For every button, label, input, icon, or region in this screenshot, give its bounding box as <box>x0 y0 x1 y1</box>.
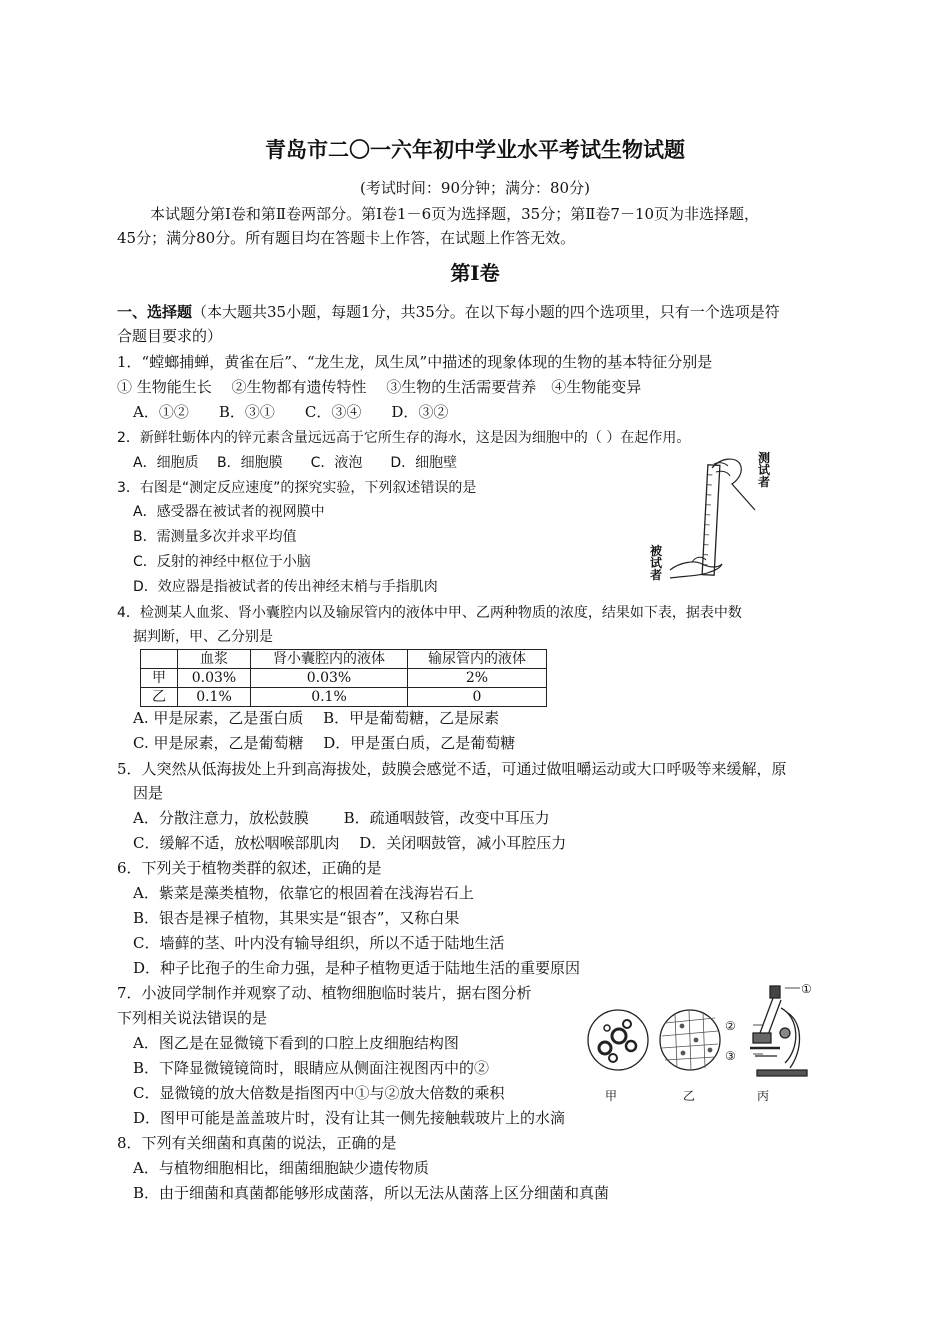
question-7-option-b: B．下降显微镜镜筒时，眼睛应从侧面注视图丙中的② <box>133 1059 490 1077</box>
intro-text: 45分；满分80分。所有题目均在答题卡上作答，在试题上作答无效。 <box>117 229 576 247</box>
question-2-stem: 2．新鲜牡蛎体内的锌元素含量远远高于它所生存的海水，这是因为细胞中的（ ）在起作用。 <box>117 430 691 446</box>
table-header-row <box>141 650 547 669</box>
table-header-cell <box>141 650 178 669</box>
question-4-options-ab: A. 甲是尿素，乙是蛋白质 B．甲是葡萄糖，乙是尿素 <box>133 709 500 727</box>
question-7-option-c: C．显微镜的放大倍数是指图丙中①与②放大倍数的乘积 <box>133 1084 505 1102</box>
page-title: 青岛市二〇一六年初中学业水平考试生物试题 <box>265 138 685 162</box>
question-6-option-a: A．紫菜是藻类植物，依靠它的根固着在浅海岩石上 <box>133 884 474 902</box>
question-2-options: A．细胞质 B．细胞膜 C．液泡 D．细胞壁 <box>133 455 458 471</box>
table-header-cell: 血浆 <box>178 650 251 669</box>
figure-label-yi: 乙 <box>683 1089 696 1103</box>
exam-info: (考试时间：90分钟；满分：80分) <box>360 179 590 197</box>
table-cell: 0.1% <box>251 688 408 707</box>
table-cell: 乙 <box>141 688 178 707</box>
question-5-stem: 因是 <box>133 784 164 802</box>
table-header-cell: 输尿管内的液体 <box>408 650 547 669</box>
question-7-stem: 7．小波同学制作并观察了动、植物细胞临时装片，据右图分析 <box>117 984 532 1002</box>
question-6-option-b: B．银杏是裸子植物，其果实是“银杏”，又称白果 <box>133 909 460 927</box>
question-1-stem: 1．“螳螂捕蝉，黄雀在后”、“龙生龙，凤生凤”中描述的现象体现的生物的基本特征分别是 <box>117 353 713 371</box>
question-4-stem: 据判断，甲、乙分别是 <box>133 629 273 645</box>
question-1-facts: ① 生物能生长 ②生物都有遗传特性 ③生物的生活需要营养 ④生物能变异 <box>117 378 642 396</box>
question-3-stem: 3．右图是“测定反应速度”的探究实验，下列叙述错误的是 <box>117 480 477 496</box>
table-cell: 0.1% <box>178 688 251 707</box>
part-heading-label: 一、选择题 <box>117 303 193 321</box>
question-7-option-a: A．图乙是在显微镜下看到的口腔上皮细胞结构图 <box>133 1034 459 1052</box>
figure-label-tester: 测试者 <box>758 451 771 489</box>
table-cell: 甲 <box>141 669 178 688</box>
question-3-option-b: B．需测量多次并求平均值 <box>133 529 297 545</box>
intro-text: 本试题分第Ⅰ卷和第Ⅱ卷两部分。第Ⅰ卷1－6页为选择题，35分；第Ⅱ卷7－10页为非选择题， <box>150 205 760 223</box>
table-cell: 2% <box>408 669 547 688</box>
figure-label-jia: 甲 <box>605 1089 618 1103</box>
question-7-stem: 下列相关说法错误的是 <box>117 1009 268 1027</box>
question-6-option-d: D．种子比孢子的生命力强，是种子植物更适于陆地生活的重要原因 <box>133 959 581 977</box>
part-heading <box>117 302 780 322</box>
question-7-option-d: D．图甲可能是盖盖玻片时，没有让其一侧先接触载玻片上的水滴 <box>133 1109 566 1127</box>
question-6-option-c: C．墙藓的茎、叶内没有输导组织，所以不适于陆地生活 <box>133 934 505 952</box>
question-3-option-d: D．效应器是指被试者的传出神经末梢与手指肌肉 <box>133 579 438 595</box>
question-8-option-b: B．由于细菌和真菌都能够形成菌落，所以无法从菌落上区分细菌和真菌 <box>133 1184 610 1202</box>
part-description: 合题目要求的） <box>117 327 223 345</box>
question-8-stem: 8．下列有关细菌和真菌的说法，正确的是 <box>117 1134 397 1152</box>
section-title: 第Ⅰ卷 <box>450 261 500 285</box>
question-3-option-c: C．反射的神经中枢位于小脑 <box>133 554 311 570</box>
concentration-table <box>140 649 547 707</box>
figure-label-subject: 被试者 <box>650 544 663 582</box>
table-cell: 0.03% <box>251 669 408 688</box>
table-header-cell: 肾小囊腔内的液体 <box>251 650 408 669</box>
microscope-icon <box>750 986 807 1076</box>
table-row <box>141 688 547 707</box>
cell-microscope-figure <box>585 978 835 1088</box>
question-5-options-ab: A．分散注意力，放松鼓膜 B．疏通咽鼓管，改变中耳压力 <box>133 809 550 827</box>
question-4-options-cd: C. 甲是尿素，乙是葡萄糖 D．甲是蛋白质，乙是葡萄糖 <box>133 734 516 752</box>
question-8-option-a: A．与植物细胞相比，细菌细胞缺少遗传物质 <box>133 1159 429 1177</box>
question-6-stem: 6．下列关于植物类群的叙述，正确的是 <box>117 859 382 877</box>
figure-label-3: ③ <box>725 1049 736 1063</box>
table-cell: 0 <box>408 688 547 707</box>
plant-cell-view <box>660 1010 720 1070</box>
figure-label-bing: 丙 <box>757 1089 770 1103</box>
table-cell: 0.03% <box>178 669 251 688</box>
question-1-options: A．①② B．③① C．③④ D．③② <box>133 403 449 421</box>
animal-cell-view <box>588 1010 648 1070</box>
question-5-options-cd: C．缓解不适，放松咽喉部肌肉 D．关闭咽鼓管，减小耳腔压力 <box>133 834 567 852</box>
figure-label-1: ① <box>801 982 812 996</box>
figure-label-2: ② <box>725 1019 736 1033</box>
question-5-stem: 5．人突然从低海拔处上升到高海拔处，鼓膜会感觉不适，可通过做咀嚼运动或大口呼吸等来缓解，原 <box>117 760 787 778</box>
question-4-stem: 4．检测某人血浆、肾小囊腔内以及输尿管内的液体中甲、乙两种物质的浓度，结果如下表，据表中数 <box>117 605 742 621</box>
part-description: （本大题共35小题，每题1分，共35分。在以下每小题的四个选项里，只有一个选项是符 <box>192 303 780 321</box>
question-3-option-a: A．感受器在被试者的视网膜中 <box>133 504 325 520</box>
table-row <box>141 669 547 688</box>
